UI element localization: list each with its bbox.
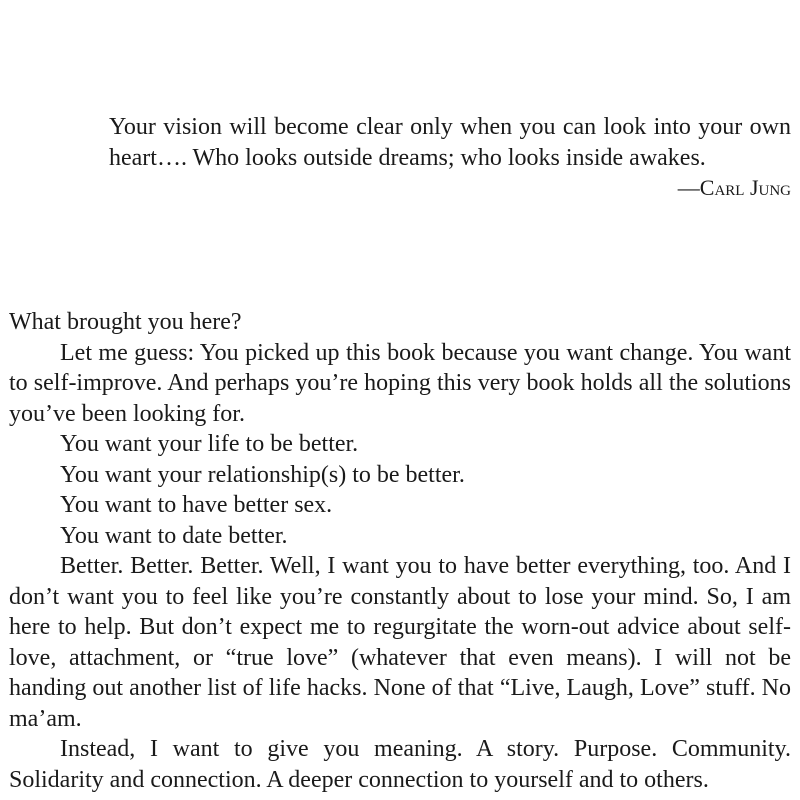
- body-text: [9, 307, 791, 795]
- paragraph: You want your life to be better.: [60, 431, 359, 457]
- attribution-name: Carl Jung: [699, 175, 791, 200]
- attribution-dash: —: [677, 175, 700, 200]
- epigraph-attribution: [109, 173, 791, 204]
- paragraph: You want to date better.: [60, 522, 288, 549]
- paragraph: Instead, I want to give you meaning. A story. Purpose. Community. Solidarity and connection. A deeper connection to yourself and to others.: [9, 736, 791, 793]
- paragraph: Better. Better. Better. Well, I want you to have better everything, too. And I don’t want you to feel like you’re constantly about to lose your mind. So, I am here to help. But don’t expect me to regurgitate the worn-out advice about self-love, attachment, or “true love” (whatever that even means). I will not be handing out another list of life hacks. None of that “Live, Laugh, Love” stuff. No ma’am.: [9, 553, 791, 732]
- paragraph: You want to have better sex.: [60, 492, 333, 518]
- paragraph: Let me guess: You picked up this book because you want change. You want to self-improve. And perhaps you’re hoping this very book holds all the solutions you’ve been looking for.: [9, 339, 791, 427]
- paragraph: What brought you here?: [9, 309, 242, 335]
- paragraph: You want your relationship(s) to be better.: [60, 461, 465, 488]
- epigraph-quote: Your vision will become clear only when you can look into your own heart…. Who looks outside dreams; who looks inside awakes.: [109, 114, 791, 171]
- epigraph: [109, 112, 791, 204]
